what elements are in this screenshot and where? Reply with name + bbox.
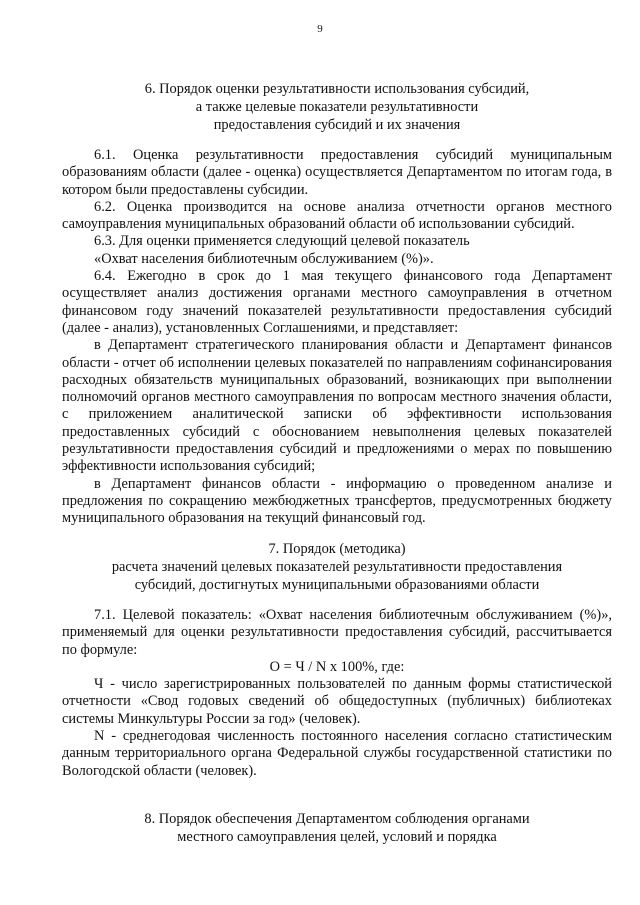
- section-8-heading-line: 8. Порядок обеспечения Департаментом соблюдения органами: [144, 811, 530, 827]
- section-6-body: [62, 147, 612, 528]
- definition-n: N - среднегодовая численность постоянного населения согласно статистическим данным территориального органа Федеральной службы государственной статистики по Вологодской области (человек).: [62, 728, 612, 779]
- section-7-heading-line: расчета значений целевых показателей результативности предоставления: [111, 559, 563, 575]
- section-6-heading-line: а также целевые показатели результативности: [195, 99, 479, 115]
- section-7-heading: [62, 540, 612, 594]
- section-8-heading: [62, 810, 612, 846]
- paragraph-6-3: 6.3. Для оценки применяется следующий целевой показатель: [94, 233, 470, 250]
- paragraph-6-1: 6.1. Оценка результативности предоставления субсидий муниципальным образованиям области (далее - оценка) осуществляется Департаментом по итогам года, в котором были предоставлены субсидии.: [62, 147, 612, 198]
- paragraph-6-2: 6.2. Оценка производится на основе анализа отчетности органов местного самоуправления муниципальных образований области об использовании субсидий.: [62, 198, 612, 233]
- section-6-heading-line: предоставления субсидий и их значения: [213, 117, 461, 133]
- section-7-heading-line: субсидий, достигнутых муниципальными образованиями области: [134, 577, 540, 593]
- paragraph-6-4: 6.4. Ежегодно в срок до 1 мая текущего финансового года Департамент осуществляет анализ достижения органами местного самоуправления в отчетном финансовом году значений показателей результативности предоставления субсидий (далее - анализ), установленных Соглашениями, и представляет:: [62, 268, 612, 336]
- section-7-body: [62, 607, 612, 780]
- indicator-name: «Охват населения библиотечным обслуживанием (%)».: [94, 250, 434, 267]
- section-6-heading: [62, 80, 612, 134]
- page-number: 9: [317, 23, 323, 35]
- paragraph-6-4-item-b: в Департамент финансов области - информацию о проведенном анализе и предложения по сокращению межбюджетных трансфертов, предусмотренных бюджету муниципального образования на текущий финансовый год.: [62, 475, 612, 527]
- paragraph-6-4-item-a: в Департамент стратегического планирования области и Департамент финансов области - отчет об исполнении целевых показателей по направлениям софинансирования расходных обязательств муниципальных образований, возникающих при выполнении полномочий органов местного самоуправления по вопросам местного значения области, с приложением аналитической записки об эффективности использования предоставленных субсидий с обоснованием невыполнения целевых показателей результативности предоставления субсидий и предложениями о мерах по повышению эффективности использования субсидий;: [62, 337, 612, 475]
- formula: О = Ч / N х 100%, где:: [269, 658, 405, 675]
- paragraph-7-1: 7.1. Целевой показатель: «Охват населения библиотечным обслуживанием (%)», применяемый для оценки результативности предоставления субсидий, рассчитывается по формуле:: [62, 607, 612, 658]
- definition-ch: Ч - число зарегистрированных пользователей по данным формы статистической отчетности «Свод годовых сведений об общедоступных (публичных) библиотеках системы Минкультуры России за год» (человек).: [62, 676, 612, 727]
- section-8-heading-line: местного самоуправления целей, условий и порядка: [177, 829, 497, 845]
- section-7-heading-line: 7. Порядок (методика): [268, 541, 406, 557]
- section-6-heading-line: 6. Порядок оценки результативности использования субсидий,: [144, 81, 530, 97]
